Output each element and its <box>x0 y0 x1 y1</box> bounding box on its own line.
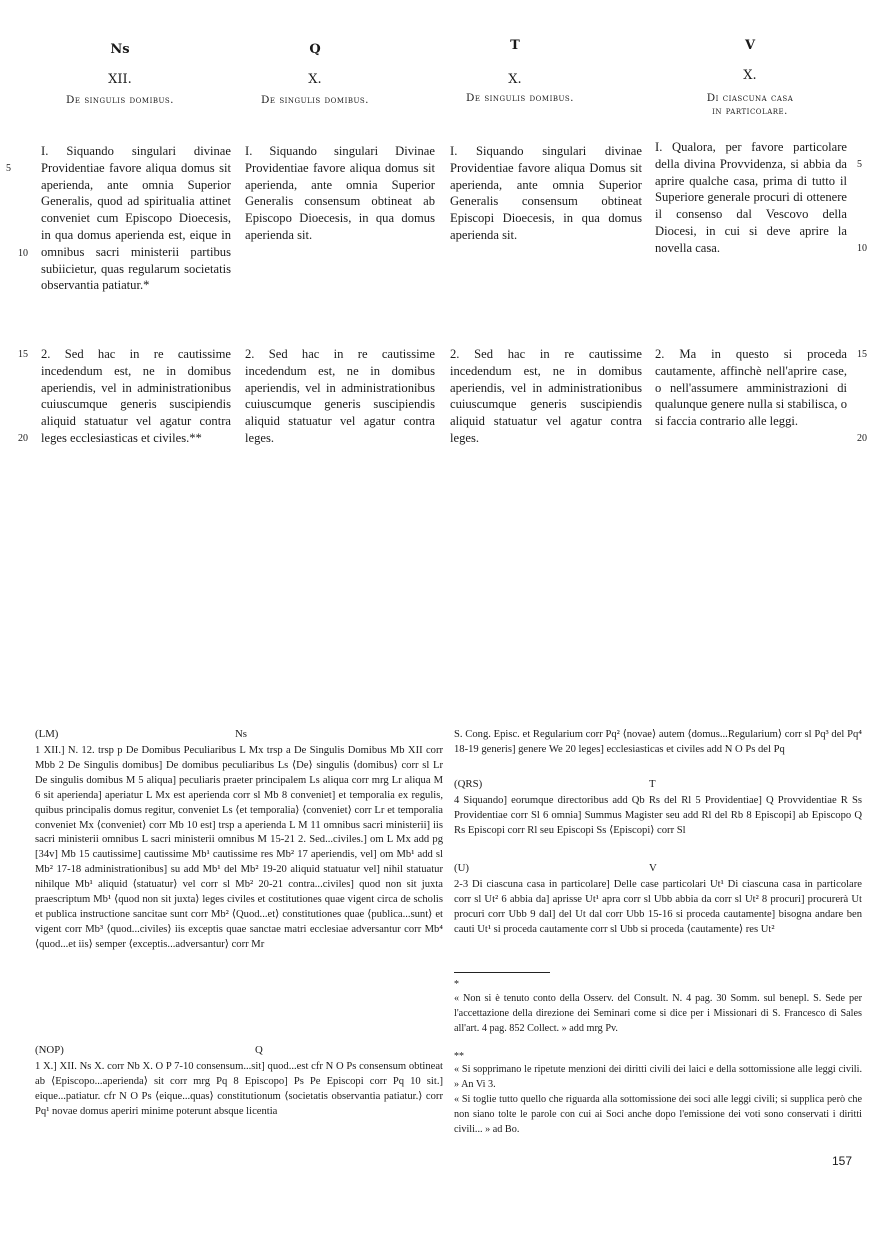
chapter-title-v-line2: in particolare. <box>712 106 788 117</box>
footnote-2-text-2: « Si toglie tutto quello che riguarda alla sottomissione dei soci alle leggi civili; si supplica però che non siano tolte le parole con cui ai Soci anche dopo l'emissione dei voti sono conservati i diritti civili... » ad Bo. <box>454 1094 862 1135</box>
apparatus-v-header <box>454 862 854 876</box>
line-number-right: 20 <box>857 433 867 444</box>
footnote-separator <box>454 972 550 973</box>
apparatus-v-siglum: V <box>649 862 657 874</box>
line-number-right: 5 <box>857 159 862 170</box>
apparatus-ns-mss: (LM) <box>35 728 59 740</box>
column-siglum-ns: Ns <box>110 42 130 57</box>
chapter-title-v-line1: Di ciascuna casa <box>706 92 794 104</box>
column-siglum-q: Q <box>309 42 321 57</box>
apparatus-q-text-part1: 1 X.] XII. Ns X. corr Nb X. O P 7-10 consensum...sit] quod...est cfr N O Ps consensum obtineat ab ⟨Episcopo...aperienda⟩ sit corr mrg Pq 8 Episcopo] Ps Pe Episcopi corr Pq 10 sit.] eique...patiatur. cfr N O Ps ⟨eique...quas⟩ constitutionum ⟨societatis observantia patiatur.⟩ corr Pq¹ novae domus aperiri minime poterunt absque licentia <box>35 1061 443 1117</box>
apparatus-ns-siglum: Ns <box>235 728 247 740</box>
apparatus-ns-header <box>35 728 435 742</box>
apparatus-q-siglum: Q <box>255 1044 263 1056</box>
chapter-number-v: X. <box>743 68 757 83</box>
t-paragraph-1: I. Siquando singulari divinae Providentiae favore aliqua Domus sit aperienda, ante omnia Superior Generalis consensum obtineat Episcopi Dioecesis, in qua domus aperienda sit. <box>450 144 642 242</box>
chapter-number-t: X. <box>508 72 522 87</box>
apparatus-v-text: 2-3 Di ciascuna casa in particolare] Delle case particolari Ut¹ Di ciascuna casa in particolare corr sl Ut² 6 abbia da] aprisse Ut¹ apra corr sl Ubb abbia da corr sl Ut² 8 procuri] procurerà Ut procuri corr Ubb 9 dal] del Ut dal corr Ubb 15-16 si proceda cautamente] bisogna andare ben cauti Ut¹ si proceda cautamente corr sl Ubb si proceda ⟨cautamente⟩ res Ut² <box>454 879 862 935</box>
footnote-1-text: « Non si è tenuto conto della Osserv. del Consult. N. 4 pag. 30 Somm. sul benepl. S. Sede per l'accettazione della direzione dei Seminari come si dice per i Missionari di S. Francesco di Sales all'art. 4 pag. 852 Collect. » add mrg Pv. <box>454 993 862 1034</box>
footnote-marker-1: * <box>454 979 459 990</box>
chapter-number-ns: XII. <box>108 72 132 87</box>
chapter-title-t: De singulis domibus. <box>465 92 575 104</box>
apparatus-q-header <box>35 1044 435 1058</box>
line-number-left: 10 <box>18 248 28 259</box>
page-number: 157 <box>832 1154 853 1168</box>
apparatus-v-mss: (U) <box>454 862 469 874</box>
line-number-left: 20 <box>18 433 28 444</box>
ns-paragraph-1: I. Siquando singulari divinae Providentiae favore aliqua domus sit aperienda, ante omnia Superior Generalis, quod ad spiritualia attinet conveniet cum Episcopo Dioecesis, in qua domus aperienda est, eique in omnibus sacri ministerii partibus subiicietur, quas regularum societatis observantia patiatur.* <box>41 144 231 293</box>
column-siglum-v: V <box>744 38 756 53</box>
line-number-right: 15 <box>857 349 867 360</box>
ns-paragraph-2: 2. Sed hac in re cautissime incedendum est, ne in domibus aperiendis, vel in administrationibus cuiuscumque generis suscipiendis aliquid statuatur vel agatur contra leges ecclesiasticas et civiles.** <box>41 347 231 445</box>
chapter-title-ns: De singulis domibus. <box>65 94 175 106</box>
q-paragraph-1: I. Siquando singulari Divinae Providentiae favore aliqua domus sit aperienda, ante omnia Superior Generalis consensum obtineat ab Episcopo Dioecesis, in qua domus aperienda sit. <box>245 144 435 242</box>
q-paragraph-2: 2. Sed hac in re cautissime incedendum est, ne in domibus aperiendis, vel in administrationibus cuiuscumque generis suscipiendis aliquid statuatur vel agatur contra leges. <box>245 347 435 445</box>
footnote-2-text-1: « Si sopprimano le ripetute menzioni dei diritti civili dei laici e della sottomissione alle leggi civili. » An Vi 3. <box>454 1064 862 1090</box>
v-paragraph-2: 2. Ma in questo si proceda cautamente, affinchè nell'aprire case, o nell'assumere amministrazioni di qualunque genere nulla si stabilisca, o si faccia contrario alle leggi. <box>655 347 847 429</box>
line-number-left: 5 <box>6 163 11 174</box>
footnote-marker-2: ** <box>454 1051 464 1062</box>
v-paragraph-1: I. Qualora, per favore particolare della divina Provvidenza, si abbia da aprire qualche casa, prima di tutto il Superiore generale procuri di ottenere il consenso dal Vescovo della Diocesi, in cui si deve aprire la novella casa. <box>655 140 847 255</box>
t-paragraph-2: 2. Sed hac in re cautissime incedendum est, ne in domibus aperiendis, vel in administrationibus cuiuscumque generis suscipiendis aliquid statuatur vel agatur contra leges. <box>450 347 642 445</box>
column-siglum-t: T <box>510 38 520 53</box>
chapter-number-q: X. <box>308 72 322 87</box>
apparatus-ns-text: 1 XII.] N. 12. trsp p De Domibus Peculiaribus L Mx trsp a De Singulis Domibus Mb XII corr Mbb 2 De Singulis domibus] De domibus peculiaribus Ls ⟨De⟩ singulis ⟨domibus⟩ corr sl Lr De singulis domibus M 5 aliqua] peculiaris praeter principalem Ls aliqua corr mrg Lr aliqua M 6 sit aperienda] aperiatur L Mx est aperienda corr sl Mb 8 conveniet] et temporalia ex regulis, quibus principalis domus regitur, conveniet Ls ⟨et temporalia⟩ ⟨conveniet⟩ corr Lr et temporalia conveniet Mx ⟨conveniet⟩ corr Mb 10 est] trsp a aperienda L M 11 omnibus sacri ministerii] iis sacri ministerii omnibus L sacri ministerii omnibus M 15-21 2. Sed...civiles.] om L Mx add pg [34v] Mb 15 cautissime] cautissime Mb¹ cautissime res Mb² 17 aperiendis, vel] om Mb¹ add sl Mb² 17-18 administrationibus] su add Mb¹ del Mb² 19-20 aliquid statuatur vel] nihil statuatur nihilque Mb¹ aliquid ⟨statuatur⟩ vel corr sl Mb² 20-21 contra...civiles] quod non sit juxta praescriptum Mb¹ ⟨quod non sit juxta⟩ leges civiles et costitutiones quae vigent circa de scholis et publica instructione sancitae sunt corr Mb² ⟨Quod...et⟩ constitutiones quae ⟨publica...sunt⟩ et vigent corr Mb³ ⟨quod...civiles⟩ iis exceptis quae sanctae matri ecclesiae adversantur corr Mb⁴ ⟨quod...et iis⟩ semper ⟨exceptis...adversantur⟩ corr Mr <box>35 745 443 950</box>
chapter-title-v <box>660 92 840 118</box>
line-number-right: 10 <box>857 243 867 254</box>
apparatus-t-mss: (QRS) <box>454 778 483 790</box>
apparatus-q-text-part2: S. Cong. Episc. et Regularium corr Pq² ⟨novae⟩ autem ⟨domus...Regularium⟩ corr sl Pq³ del Pq⁴ 18-19 generis] genere We 20 leges] ecclesiasticas et civiles add N O Ps del Pq <box>454 729 862 755</box>
apparatus-t-header <box>454 778 854 792</box>
apparatus-q-mss: (NOP) <box>35 1044 64 1056</box>
apparatus-t-text: 4 Siquando] eorumque directoribus add Qb Rs del Rl 5 Providentiae] Q Provvidentiae R Ss Providentiae corr Sl 6 omnia] Summus Magister seu add Rl del Rb 8 Episcopi] ab Episcopo Q Rs Episcopi corr Rl seu Episcopi Ss ⟨Episcopi⟩ corr Sl <box>454 795 862 836</box>
chapter-title-q: De singulis domibus. <box>260 94 370 106</box>
apparatus-t-siglum: T <box>649 778 656 790</box>
line-number-left: 15 <box>18 349 28 360</box>
